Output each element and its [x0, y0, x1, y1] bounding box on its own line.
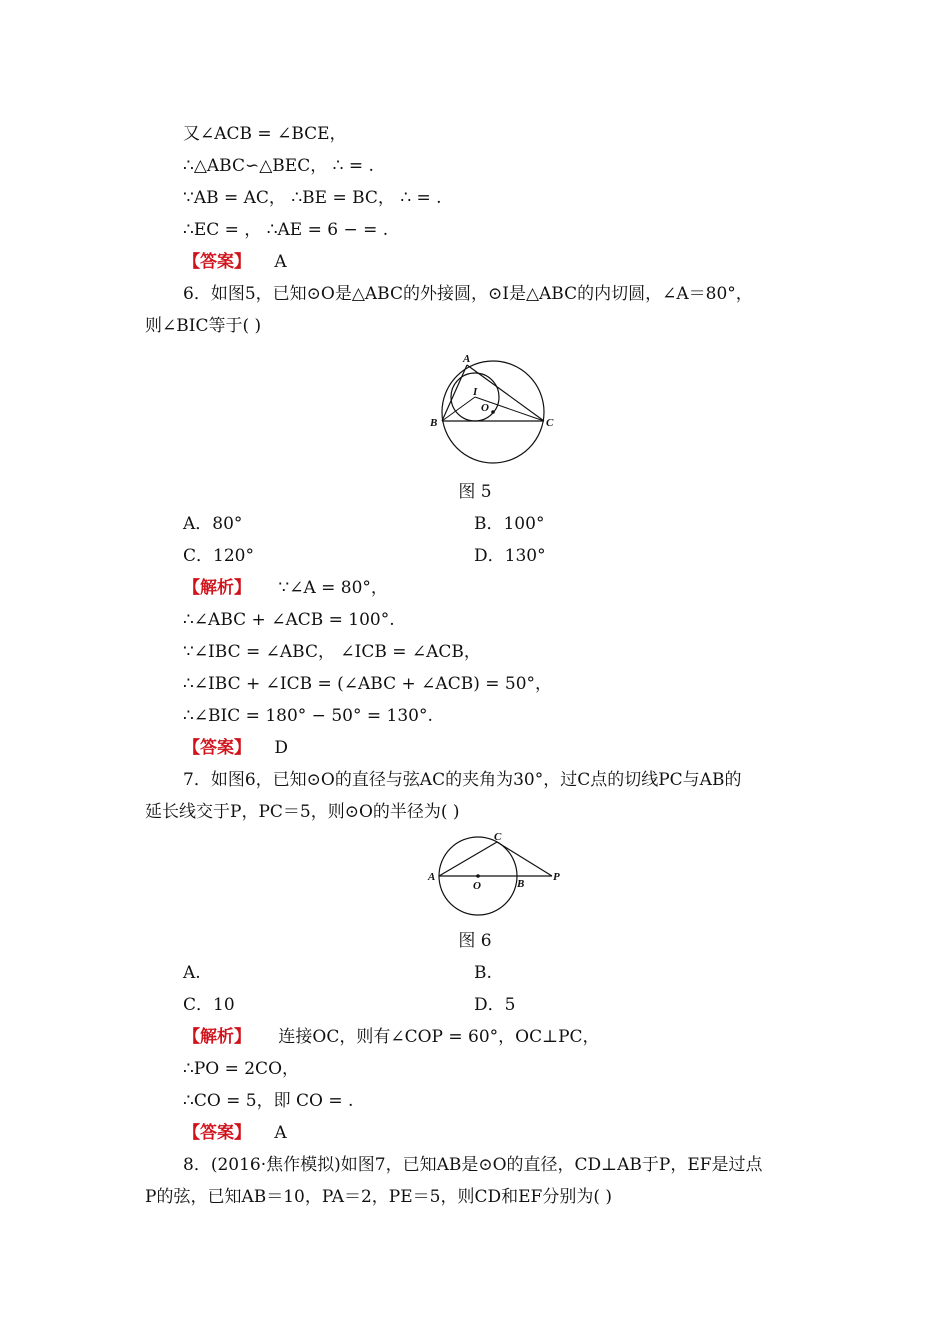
- label-c: C: [494, 831, 502, 843]
- analysis-text: ∵∠A = 80°，: [278, 578, 388, 598]
- label-a: A: [428, 871, 436, 883]
- answer-tag: 【答案】: [183, 738, 251, 758]
- answer-tag: 【答案】: [183, 252, 251, 272]
- q7-stem-line-1: 7．如图6，已知⊙O的直径与弦AC的夹角为30°，过C点的切线PC与AB的: [183, 770, 742, 790]
- q5-answer: [183, 250, 287, 274]
- q6-analysis-3: ∵∠IBC = ∠ABC， ∠ICB = ∠ACB，: [183, 642, 481, 662]
- q6-stem-line-1: 6．如图5，已知⊙O是△ABC的外接圆，⊙I是△ABC的内切圆，∠A＝80°，: [183, 284, 753, 304]
- q6-stem-line-2: 则∠BIC等于( ): [145, 316, 262, 336]
- label-p: P: [553, 871, 560, 883]
- q6-analysis-4: ∴∠IBC + ∠ICB = (∠ABC + ∠ACB) = 50°，: [183, 674, 553, 694]
- label-o: O: [481, 402, 489, 414]
- q5-line-2: ∴△ABC∽△BEC， ∴ = .: [183, 156, 374, 176]
- analysis-tag: 【解析】: [183, 1027, 251, 1047]
- label-a: A: [463, 353, 471, 365]
- q7-analysis-3: ∴CO = 5，即 CO = .: [183, 1091, 354, 1111]
- q6-answer: [183, 736, 288, 760]
- q6-analysis-5: ∴∠BIC = 180° − 50° = 130°.: [183, 706, 433, 726]
- q6-option-c: C．120°: [183, 546, 254, 566]
- q7-option-b: B.: [474, 963, 492, 983]
- answer-value: A: [274, 252, 287, 272]
- q6-option-b: B．100°: [474, 514, 545, 534]
- q7-option-a: A.: [183, 963, 201, 983]
- q6-analysis-2: ∴∠ABC + ∠ACB = 100°.: [183, 610, 395, 630]
- q7-option-c: C．10: [183, 995, 235, 1015]
- q5-line-3: ∵AB = AC， ∴BE = BC， ∴ = .: [183, 188, 442, 208]
- answer-value: A: [274, 1123, 287, 1143]
- q7-answer: [183, 1121, 287, 1145]
- label-c: C: [546, 417, 554, 429]
- q7-stem-line-2: 延长线交于P，PC＝5，则⊙O的半径为( ): [145, 802, 460, 822]
- q5-line-4: ∴EC = ， ∴AE = 6 − = .: [183, 220, 389, 240]
- q8-stem-line-2: P的弦，已知AB＝10，PA＝2，PE＝5，则CD和EF分别为( ): [145, 1187, 612, 1207]
- analysis-text: 连接OC，则有∠COP = 60°，OC⊥PC，: [278, 1027, 600, 1047]
- q5-line-1: 又∠ACB = ∠BCE，: [183, 124, 347, 144]
- label-o: O: [473, 880, 481, 892]
- answer-value: D: [274, 738, 289, 758]
- q6-analysis-1: [183, 576, 388, 600]
- figure-5: [420, 348, 560, 470]
- q7-analysis-1: [183, 1025, 600, 1049]
- side-ac: [467, 365, 544, 421]
- q7-option-d: D．5: [474, 995, 516, 1015]
- center-o-dot: [491, 410, 495, 414]
- q7-analysis-2: ∴PO = 2CO，: [183, 1059, 300, 1079]
- q8-stem-line-1: 8．(2016·焦作模拟)如图7，已知AB是⊙O的直径，CD⊥AB于P，EF是过点: [183, 1155, 763, 1175]
- figure-5-caption: 图 5: [458, 482, 492, 502]
- label-b: B: [517, 878, 525, 890]
- center-o-dot: [476, 874, 480, 878]
- chord-ac: [439, 842, 497, 876]
- label-b: B: [430, 417, 438, 429]
- q6-option-d: D．130°: [474, 546, 546, 566]
- tangent-pc: [497, 842, 552, 876]
- figure-6-caption: 图 6: [458, 931, 492, 951]
- answer-tag: 【答案】: [183, 1123, 251, 1143]
- label-i: I: [473, 386, 478, 398]
- q6-option-a: A．80°: [183, 514, 243, 534]
- analysis-tag: 【解析】: [183, 578, 251, 598]
- figure-6: [420, 828, 570, 920]
